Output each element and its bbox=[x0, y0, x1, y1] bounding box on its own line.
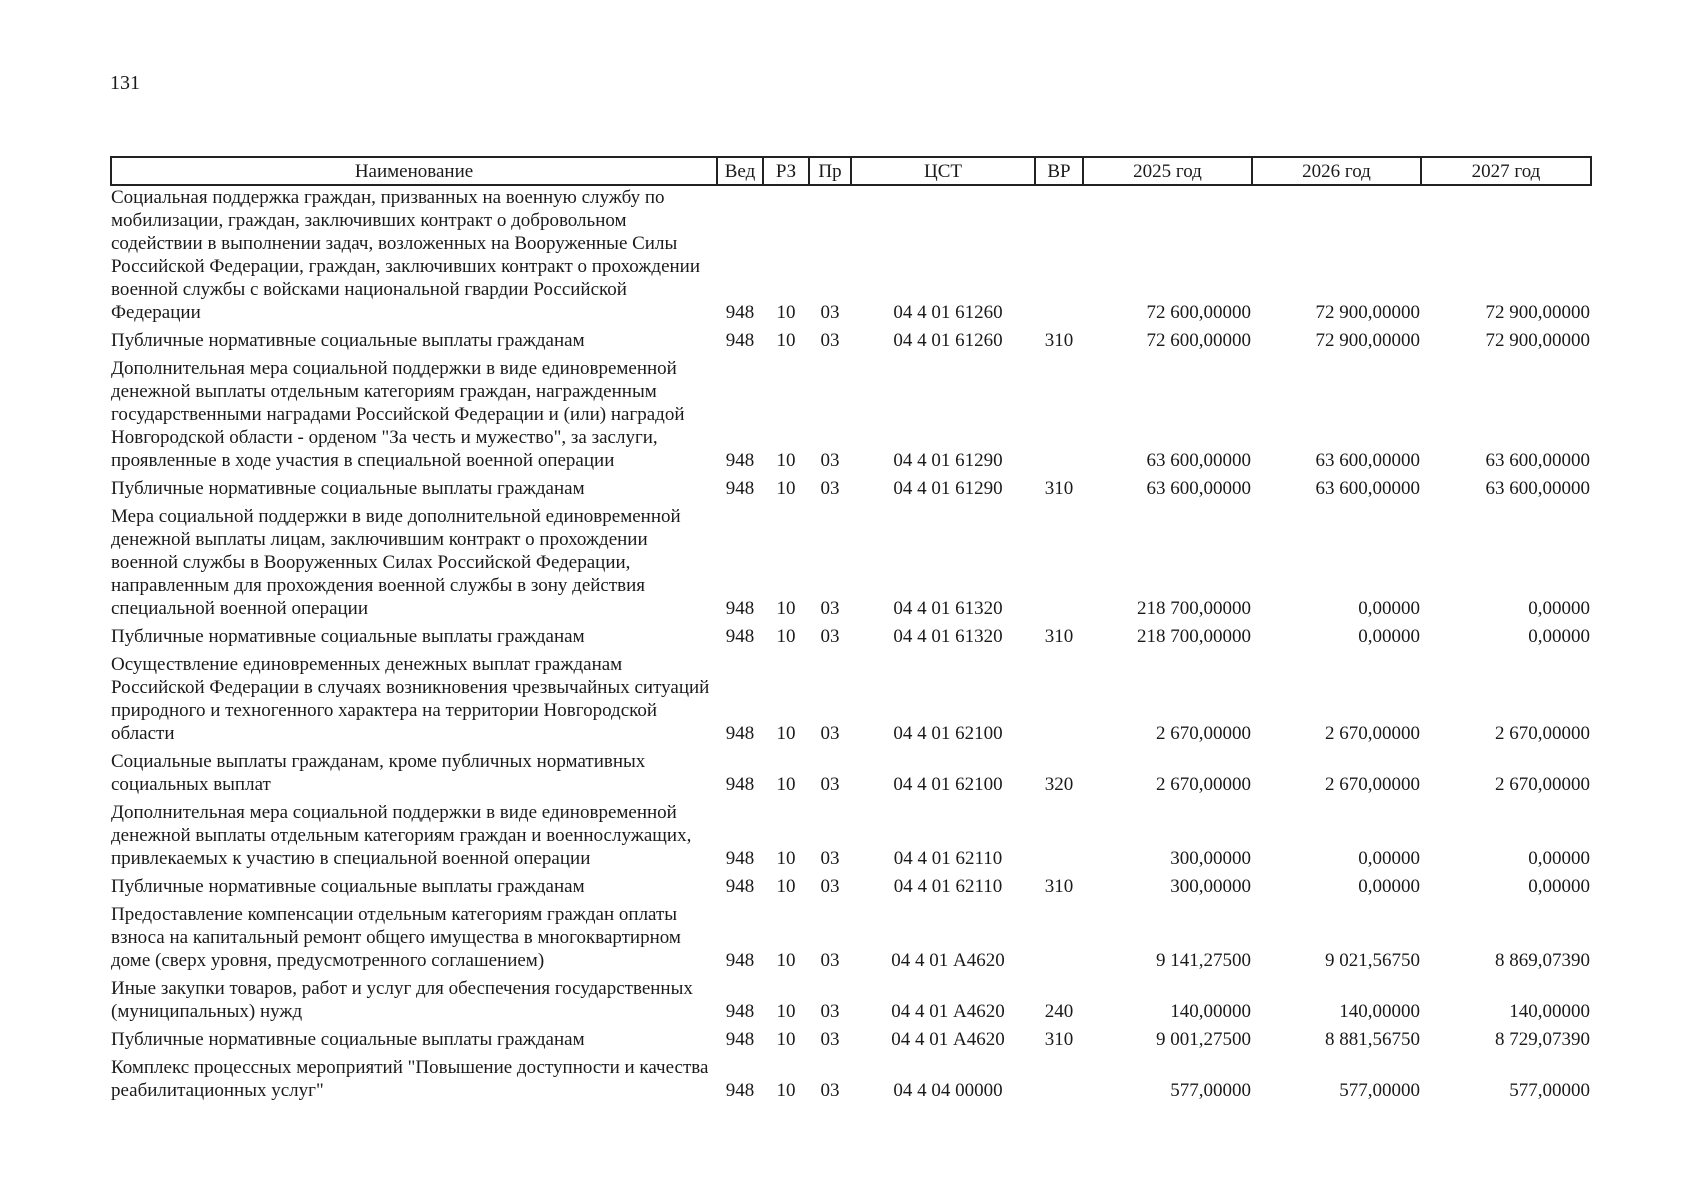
cell-pr: 03 bbox=[820, 848, 840, 869]
cell-cst: 04 4 04 00000 bbox=[893, 1080, 1003, 1101]
cell-cst: 04 4 01 61290 bbox=[893, 450, 1003, 471]
cell-2025: 218 700,00000 bbox=[1137, 598, 1251, 619]
cell-2025: 300,00000 bbox=[1170, 848, 1251, 869]
cell-cst: 04 4 01 61320 bbox=[893, 626, 1003, 647]
cell-vr: 320 bbox=[1044, 774, 1074, 795]
table-row bbox=[111, 977, 1591, 1028]
cell-2026: 72 900,00000 bbox=[1315, 330, 1420, 351]
cell-2025: 2 670,00000 bbox=[1156, 774, 1251, 795]
cell-rz: 10 bbox=[776, 626, 796, 647]
table-row bbox=[111, 1028, 1591, 1056]
cell-vr: 310 bbox=[1044, 478, 1074, 499]
cell-vr bbox=[1035, 505, 1083, 625]
cell-2027: 0,00000 bbox=[1528, 876, 1590, 897]
cell-name: Социальные выплаты гражданам, кроме публичных нормативных социальных выплат bbox=[111, 751, 646, 795]
table-body bbox=[111, 185, 1591, 1107]
cell-2027: 72 900,00000 bbox=[1485, 302, 1590, 323]
cell-cst: 04 4 01 А4620 bbox=[891, 1001, 1005, 1022]
cell-ved: 948 bbox=[725, 330, 755, 351]
table-row bbox=[111, 625, 1591, 653]
cell-cst: 04 4 01 62110 bbox=[893, 848, 1003, 869]
cell-name: Публичные нормативные социальные выплаты гражданам bbox=[111, 1029, 585, 1050]
cell-ved: 948 bbox=[725, 302, 755, 323]
cell-ved: 948 bbox=[725, 450, 755, 471]
cell-name: Социальная поддержка граждан, призванных на военную службу по мобилизации, граждан, заключивших контракт о добровольном содействии в выполнении задач, возложенных на Вооруженные Силы Российской Федерации, граждан, заключивших контракт о прохождении военной службы с войсками национальной гвардии Российской Федерации bbox=[111, 187, 701, 323]
cell-pr: 03 bbox=[820, 1080, 840, 1101]
cell-2027: 577,00000 bbox=[1509, 1080, 1590, 1101]
header-ved: Вед bbox=[717, 157, 763, 185]
cell-2026: 72 900,00000 bbox=[1315, 302, 1420, 323]
cell-name: Публичные нормативные социальные выплаты гражданам bbox=[111, 876, 585, 897]
table-row bbox=[111, 801, 1591, 875]
cell-name: Мера социальной поддержки в виде дополнительной единовременной денежной выплаты лицам, заключившим контракт о прохождении военной службы в Вооруженных Силах Российской Федерации, направленным для прохождения военной службы в зону действия специальной военной операции bbox=[111, 506, 681, 619]
table-row bbox=[111, 750, 1591, 801]
cell-2026: 2 670,00000 bbox=[1325, 774, 1420, 795]
cell-pr: 03 bbox=[820, 1001, 840, 1022]
cell-2027: 140,00000 bbox=[1509, 1001, 1590, 1022]
cell-name: Публичные нормативные социальные выплаты гражданам bbox=[111, 330, 585, 351]
table-row bbox=[111, 653, 1591, 750]
cell-2025: 9 141,27500 bbox=[1156, 950, 1251, 971]
cell-pr: 03 bbox=[820, 450, 840, 471]
cell-cst: 04 4 01 А4620 bbox=[891, 950, 1005, 971]
cell-name: Публичные нормативные социальные выплаты гражданам bbox=[111, 626, 585, 647]
cell-name: Комплекс процессных мероприятий "Повышение доступности и качества реабилитационных услуг" bbox=[111, 1057, 709, 1101]
cell-pr: 03 bbox=[820, 950, 840, 971]
cell-name: Предоставление компенсации отдельным категориям граждан оплаты взноса на капитальный ремонт общего имущества в многоквартирном доме (сверх уровня, предусмотренного соглашением) bbox=[111, 904, 681, 971]
cell-rz: 10 bbox=[776, 598, 796, 619]
cell-2027: 72 900,00000 bbox=[1485, 330, 1590, 351]
cell-2027: 2 670,00000 bbox=[1495, 774, 1590, 795]
cell-pr: 03 bbox=[820, 626, 840, 647]
cell-2025: 2 670,00000 bbox=[1156, 723, 1251, 744]
cell-vr bbox=[1035, 903, 1083, 977]
cell-name: Публичные нормативные социальные выплаты гражданам bbox=[111, 478, 585, 499]
cell-cst: 04 4 01 61260 bbox=[893, 330, 1003, 351]
cell-pr: 03 bbox=[820, 1029, 840, 1050]
cell-ved: 948 bbox=[725, 478, 755, 499]
header-rz: РЗ bbox=[763, 157, 809, 185]
cell-pr: 03 bbox=[820, 330, 840, 351]
cell-2025: 140,00000 bbox=[1170, 1001, 1251, 1022]
page-number: 131 bbox=[110, 72, 140, 94]
cell-vr bbox=[1035, 1056, 1083, 1107]
table-row bbox=[111, 477, 1591, 505]
cell-rz: 10 bbox=[776, 330, 796, 351]
cell-2025: 577,00000 bbox=[1170, 1080, 1251, 1101]
cell-2027: 0,00000 bbox=[1528, 598, 1590, 619]
cell-rz: 10 bbox=[776, 302, 796, 323]
cell-2026: 0,00000 bbox=[1358, 626, 1420, 647]
budget-table bbox=[110, 156, 1592, 1107]
cell-cst: 04 4 01 А4620 bbox=[891, 1029, 1005, 1050]
cell-pr: 03 bbox=[820, 723, 840, 744]
cell-2025: 72 600,00000 bbox=[1146, 302, 1251, 323]
cell-rz: 10 bbox=[776, 950, 796, 971]
cell-cst: 04 4 01 61320 bbox=[893, 598, 1003, 619]
header-pr: Пр bbox=[809, 157, 851, 185]
cell-2025: 9 001,27500 bbox=[1156, 1029, 1251, 1050]
cell-2026: 2 670,00000 bbox=[1325, 723, 1420, 744]
cell-2027: 63 600,00000 bbox=[1485, 478, 1590, 499]
cell-2026: 8 881,56750 bbox=[1325, 1029, 1420, 1050]
header-cst: ЦСТ bbox=[851, 157, 1035, 185]
cell-pr: 03 bbox=[820, 774, 840, 795]
cell-rz: 10 bbox=[776, 876, 796, 897]
table-row bbox=[111, 875, 1591, 903]
cell-rz: 10 bbox=[776, 1001, 796, 1022]
table-row bbox=[111, 357, 1591, 477]
cell-rz: 10 bbox=[776, 774, 796, 795]
cell-ved: 948 bbox=[725, 1029, 755, 1050]
cell-ved: 948 bbox=[725, 1001, 755, 1022]
cell-pr: 03 bbox=[820, 876, 840, 897]
cell-2026: 9 021,56750 bbox=[1325, 950, 1420, 971]
cell-ved: 948 bbox=[725, 626, 755, 647]
cell-rz: 10 bbox=[776, 723, 796, 744]
table-row bbox=[111, 1056, 1591, 1107]
cell-name: Дополнительная мера социальной поддержки в виде единовременной денежной выплаты отдельным категориям граждан, награжденным государственными наградами Российской Федерации и (или) наградой Новгородской области - орденом "За честь и мужество", за заслуги, проявленные в ходе участия в специальной военной операции bbox=[111, 358, 685, 471]
cell-2025: 300,00000 bbox=[1170, 876, 1251, 897]
cell-2025: 63 600,00000 bbox=[1146, 478, 1251, 499]
cell-2026: 63 600,00000 bbox=[1315, 450, 1420, 471]
cell-vr: 310 bbox=[1044, 876, 1074, 897]
cell-vr bbox=[1035, 185, 1083, 329]
cell-2027: 8 869,07390 bbox=[1495, 950, 1590, 971]
cell-2025: 63 600,00000 bbox=[1146, 450, 1251, 471]
cell-rz: 10 bbox=[776, 848, 796, 869]
cell-ved: 948 bbox=[725, 848, 755, 869]
cell-name: Дополнительная мера социальной поддержки в виде единовременной денежной выплаты отдельным категориям граждан и военнослужащих, привлекаемых к участию в специальной военной операции bbox=[111, 802, 692, 869]
cell-pr: 03 bbox=[820, 598, 840, 619]
table-header bbox=[111, 157, 1591, 185]
header-name: Наименование bbox=[111, 157, 717, 185]
cell-ved: 948 bbox=[725, 723, 755, 744]
cell-2026: 140,00000 bbox=[1339, 1001, 1420, 1022]
cell-vr bbox=[1035, 801, 1083, 875]
cell-vr bbox=[1035, 653, 1083, 750]
cell-2026: 0,00000 bbox=[1358, 598, 1420, 619]
table-row bbox=[111, 505, 1591, 625]
cell-vr: 310 bbox=[1044, 1029, 1074, 1050]
cell-ved: 948 bbox=[725, 598, 755, 619]
cell-ved: 948 bbox=[725, 774, 755, 795]
cell-2025: 218 700,00000 bbox=[1137, 626, 1251, 647]
table-row bbox=[111, 185, 1591, 329]
header-2026: 2026 год bbox=[1252, 157, 1421, 185]
cell-cst: 04 4 01 62100 bbox=[893, 723, 1003, 744]
cell-rz: 10 bbox=[776, 478, 796, 499]
cell-2027: 8 729,07390 bbox=[1495, 1029, 1590, 1050]
cell-cst: 04 4 01 61260 bbox=[893, 302, 1003, 323]
cell-2027: 0,00000 bbox=[1528, 626, 1590, 647]
cell-rz: 10 bbox=[776, 1029, 796, 1050]
header-vr: ВР bbox=[1035, 157, 1083, 185]
cell-vr: 240 bbox=[1044, 1001, 1074, 1022]
cell-ved: 948 bbox=[725, 1080, 755, 1101]
cell-ved: 948 bbox=[725, 876, 755, 897]
table-row bbox=[111, 329, 1591, 357]
cell-vr bbox=[1035, 357, 1083, 477]
cell-name: Осуществление единовременных денежных выплат гражданам Российской Федерации в случаях возникновения чрезвычайных ситуаций природного и техногенного характера на территории Новгородской области bbox=[111, 654, 710, 744]
cell-2025: 72 600,00000 bbox=[1146, 330, 1251, 351]
cell-pr: 03 bbox=[820, 302, 840, 323]
cell-cst: 04 4 01 62110 bbox=[893, 876, 1003, 897]
cell-pr: 03 bbox=[820, 478, 840, 499]
cell-vr: 310 bbox=[1044, 626, 1074, 647]
header-2027: 2027 год bbox=[1421, 157, 1591, 185]
cell-cst: 04 4 01 62100 bbox=[893, 774, 1003, 795]
cell-2027: 2 670,00000 bbox=[1495, 723, 1590, 744]
cell-2027: 63 600,00000 bbox=[1485, 450, 1590, 471]
cell-2026: 63 600,00000 bbox=[1315, 478, 1420, 499]
cell-2026: 0,00000 bbox=[1358, 848, 1420, 869]
table-row bbox=[111, 903, 1591, 977]
cell-rz: 10 bbox=[776, 1080, 796, 1101]
cell-rz: 10 bbox=[776, 450, 796, 471]
cell-vr: 310 bbox=[1044, 330, 1074, 351]
cell-name: Иные закупки товаров, работ и услуг для обеспечения государственных (муниципальных) нужд bbox=[111, 978, 693, 1022]
header-2025: 2025 год bbox=[1083, 157, 1252, 185]
cell-2027: 0,00000 bbox=[1528, 848, 1590, 869]
cell-2026: 577,00000 bbox=[1339, 1080, 1420, 1101]
cell-2026: 0,00000 bbox=[1358, 876, 1420, 897]
cell-cst: 04 4 01 61290 bbox=[893, 478, 1003, 499]
cell-ved: 948 bbox=[725, 950, 755, 971]
